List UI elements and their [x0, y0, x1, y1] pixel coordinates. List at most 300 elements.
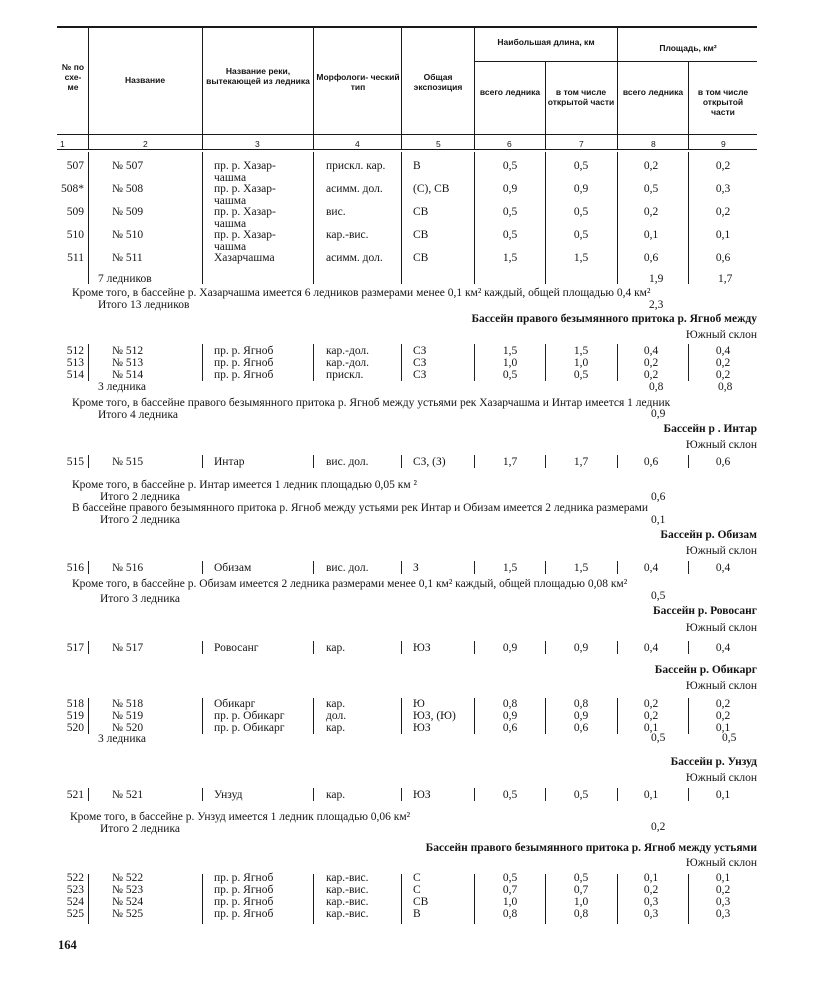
cell-l1: 0,6 — [502, 722, 518, 734]
table-vrule — [545, 874, 546, 924]
cell-river: пр. р. Хазар- чашма — [214, 183, 276, 207]
cell-type: кар.-дол. — [326, 345, 370, 357]
cell-n: 519 — [66, 710, 84, 722]
table-vrule — [688, 698, 689, 734]
section-slope-3: Южный склон — [685, 439, 757, 451]
table-vrule — [688, 874, 689, 924]
cell-exp: СВ — [413, 252, 429, 264]
cell-river: пр. р. Ягноб — [214, 908, 274, 920]
cell-n: 515 — [66, 456, 84, 468]
cell-a2: 0,3 — [715, 183, 731, 195]
cell-name: № 520 — [112, 722, 144, 734]
column-tick — [313, 788, 314, 801]
cell-type: кар.-вис. — [326, 884, 369, 896]
cell-a1: 0,2 — [643, 698, 659, 710]
cell-l2: 1,7 — [573, 456, 589, 468]
cell-n: 514 — [66, 369, 84, 381]
table-vrule — [401, 874, 402, 924]
colnum-5: 5 — [436, 139, 441, 149]
column-tick — [617, 641, 618, 654]
cell-exp: СЗ, (З) — [413, 456, 446, 468]
cell-l1: 0,9 — [502, 710, 518, 722]
cell-a1: 0,3 — [643, 908, 659, 920]
cell-type: дол. — [326, 710, 347, 722]
cell-a2: 0,2 — [715, 206, 731, 218]
cell-l1: 0,5 — [502, 789, 518, 801]
table-vrule — [617, 874, 618, 924]
cell-river: пр. р. Хазар- чашма — [214, 229, 276, 253]
cell-n: 517 — [66, 642, 84, 654]
cell-a2: 0,2 — [715, 369, 731, 381]
cell-a2: 0,1 — [715, 722, 731, 734]
cell-n: 523 — [66, 884, 84, 896]
table-vrule — [202, 152, 203, 284]
b1-note: Кроме того, в бассейне р. Хазарчашма имеется 6 ледников размерами менее 0,1 км² каждый, общей площадью 0,4 км² — [72, 287, 651, 299]
cell-a1: 0,2 — [643, 357, 659, 369]
cell-a2: 0,6 — [715, 456, 731, 468]
cell-l1: 1,0 — [502, 357, 518, 369]
col-header-exposure: Общая экспозиция — [413, 72, 463, 92]
cell-river: пр. р. Ягноб — [214, 357, 274, 369]
table-vrule — [688, 152, 689, 284]
cell-exp: ЮЗ — [413, 789, 431, 801]
col-header-river: Название реки, вытекающей из ледника — [206, 66, 310, 86]
column-tick — [545, 368, 546, 381]
b4-itogo-label: Итого 3 ледника — [100, 593, 180, 605]
cell-a2: 0,4 — [715, 345, 731, 357]
cell-exp: ЮЗ — [413, 722, 431, 734]
cell-a2: 0,1 — [715, 872, 731, 884]
cell-name: № 519 — [112, 710, 144, 722]
cell-l1: 0,9 — [502, 183, 518, 195]
column-tick — [545, 641, 546, 654]
cell-name: № 508 — [112, 183, 144, 195]
column-tick — [202, 788, 203, 801]
b3-itogo2-value: 0,1 — [651, 514, 666, 526]
colnum-2: 2 — [143, 139, 148, 149]
cell-type: кар. — [326, 698, 346, 710]
cell-n: 507 — [66, 160, 84, 172]
cell-n: 518 — [66, 698, 84, 710]
cell-river: Обикарг — [214, 698, 256, 710]
cell-name: № 514 — [112, 369, 144, 381]
cell-exp: С — [413, 872, 421, 884]
column-tick — [401, 368, 402, 381]
cell-l2: 0,5 — [573, 789, 589, 801]
table-vrule — [617, 152, 618, 284]
cell-name: № 523 — [112, 884, 144, 896]
b4-itogo-value: 0,5 — [651, 590, 666, 602]
cell-l2: 0,8 — [573, 908, 589, 920]
section-title-2: Бассейн правого безымянного притока р. Ягноб между — [471, 313, 757, 325]
cell-exp: ЮЗ, (Ю) — [413, 710, 456, 722]
cell-type: прискл. кар. — [326, 160, 386, 172]
page-number: 164 — [58, 938, 77, 952]
b1-itogo-label: Итого 13 ледников — [98, 299, 190, 311]
b1-total-a2: 1,7 — [718, 273, 733, 285]
table-vrule — [474, 698, 475, 734]
b7-itogo-value: 0,2 — [651, 821, 666, 833]
column-tick — [617, 455, 618, 468]
b2-itogo-label: Итого 4 ледника — [98, 409, 178, 421]
cell-a1: 0,1 — [643, 229, 659, 241]
cell-l2: 0,5 — [573, 872, 589, 884]
cell-l2: 1,5 — [573, 345, 589, 357]
column-tick — [313, 561, 314, 574]
cell-river: пр. р. Ягноб — [214, 345, 274, 357]
column-tick — [401, 788, 402, 801]
cell-a1: 0,3 — [643, 896, 659, 908]
cell-exp: В — [413, 160, 421, 172]
cell-type: кар. — [326, 722, 346, 734]
cell-l2: 0,9 — [573, 710, 589, 722]
table-vrule — [313, 152, 314, 284]
cell-exp: СЗ — [413, 357, 427, 369]
col-header-len-total: всего ледника — [479, 87, 541, 97]
b6-total-a1: 0,5 — [651, 732, 666, 744]
cell-l1: 1,7 — [502, 456, 518, 468]
cell-a1: 0,2 — [643, 369, 659, 381]
cell-l1: 0,5 — [502, 229, 518, 241]
column-tick — [545, 561, 546, 574]
section-title-6: Бассейн р. Обикарг — [654, 664, 757, 676]
section-slope-8: Южный склон — [685, 857, 757, 869]
cell-a1: 0,4 — [643, 562, 659, 574]
section-slope-7: Южный склон — [685, 772, 757, 784]
table-vrule — [474, 874, 475, 924]
cell-l1: 1,5 — [502, 562, 518, 574]
table-vrule — [401, 698, 402, 734]
cell-l2: 0,8 — [573, 698, 589, 710]
cell-a2: 0,2 — [715, 884, 731, 896]
cell-type: асимм. дол. — [326, 252, 383, 264]
b3-itogo-value: 0,6 — [651, 491, 666, 503]
col-header-area-group: Площадь, км² — [659, 43, 717, 53]
cell-n: 524 — [66, 896, 84, 908]
column-tick — [474, 561, 475, 574]
cell-n: 516 — [66, 562, 84, 574]
column-tick — [474, 641, 475, 654]
column-tick — [545, 788, 546, 801]
cell-a1: 0,5 — [643, 183, 659, 195]
cell-name: № 515 — [112, 456, 144, 468]
cell-type: прискл. — [326, 369, 364, 381]
cell-l1: 1,5 — [502, 252, 518, 264]
cell-l1: 0,5 — [502, 369, 518, 381]
column-tick — [88, 455, 89, 468]
cell-type: вис. дол. — [326, 562, 369, 574]
cell-n: 510 — [66, 229, 84, 241]
col-header-area-open: в том числе открытой части — [697, 87, 749, 117]
table-vrule — [88, 152, 89, 284]
top-rule — [57, 26, 757, 28]
cell-river: пр. р. Хазар- чашма — [214, 160, 276, 184]
section-title-3: Бассейн р . Интар — [663, 423, 757, 435]
cell-river: Интар — [214, 456, 245, 468]
column-tick — [313, 455, 314, 468]
cell-a1: 0,6 — [643, 456, 659, 468]
cell-a1: 0,1 — [643, 872, 659, 884]
cell-l2: 1,5 — [573, 562, 589, 574]
section-slope-4: Южный склон — [685, 545, 757, 557]
cell-river: пр. р. Ягноб — [214, 896, 274, 908]
cell-exp: В — [413, 908, 421, 920]
column-tick — [202, 641, 203, 654]
b6-total-label: 3 ледника — [98, 733, 146, 745]
cell-type: кар.-вис. — [326, 908, 369, 920]
cell-n: 512 — [66, 345, 84, 357]
column-tick — [401, 455, 402, 468]
column-tick — [688, 368, 689, 381]
header-divider — [545, 62, 546, 149]
cell-type: кар. — [326, 789, 346, 801]
cell-exp: Ю — [413, 698, 425, 710]
table-vrule — [474, 152, 475, 284]
colnum-7: 7 — [579, 139, 584, 149]
cell-name: № 524 — [112, 896, 144, 908]
cell-l2: 1,0 — [573, 357, 589, 369]
cell-a1: 0,2 — [643, 710, 659, 722]
colnum-1: 1 — [60, 139, 65, 149]
b2-note: Кроме того, в бассейне правого безымянного притока р. Ягноб между устьями рек Хазарчашма и Интар имеется 1 ледник — [72, 397, 671, 409]
section-slope-5: Южный склон — [685, 622, 757, 634]
cell-river: Обизам — [214, 562, 252, 574]
cell-a1: 0,4 — [643, 642, 659, 654]
cell-exp: (С), СВ — [413, 183, 450, 195]
column-tick — [202, 561, 203, 574]
cell-l1: 0,5 — [502, 206, 518, 218]
cell-exp: ЮЗ — [413, 642, 431, 654]
b7-itogo-label: Итого 2 ледника — [100, 823, 180, 835]
cell-name: № 507 — [112, 160, 144, 172]
cell-l1: 1,0 — [502, 896, 518, 908]
cell-n: 520 — [66, 722, 84, 734]
section-title-5: Бассейн р. Ровосанг — [652, 605, 757, 617]
b3-itogo-label: Итого 2 ледника — [100, 491, 180, 503]
cell-exp: СВ — [413, 896, 429, 908]
cell-a2: 0,6 — [715, 252, 731, 264]
column-tick — [688, 641, 689, 654]
cell-river: пр. р. Ягноб — [214, 369, 274, 381]
b6-total-a2: 0,5 — [722, 732, 737, 744]
cell-name: № 509 — [112, 206, 144, 218]
group-rule — [474, 61, 757, 62]
column-tick — [545, 455, 546, 468]
cell-name: № 517 — [112, 642, 144, 654]
cell-l2: 0,6 — [573, 722, 589, 734]
cell-type: вис. дол. — [326, 456, 369, 468]
colnum-8: 8 — [651, 139, 656, 149]
colnum-3: 3 — [255, 139, 260, 149]
column-tick — [401, 641, 402, 654]
cell-n: 511 — [67, 252, 84, 264]
colnum-9: 9 — [721, 139, 726, 149]
cell-a2: 0,2 — [715, 357, 731, 369]
column-tick — [617, 561, 618, 574]
b2-total-label: 3 ледника — [98, 381, 146, 393]
cell-name: № 518 — [112, 698, 144, 710]
cell-l1: 0,9 — [502, 642, 518, 654]
col-header-number: № по схе- ме — [61, 62, 85, 92]
col-header-morph: Морфологи- ческий тип — [316, 72, 400, 92]
b1-total-label: 7 ледников — [98, 273, 152, 285]
cell-a1: 0,2 — [643, 206, 659, 218]
column-tick — [688, 788, 689, 801]
cell-exp: СЗ — [413, 369, 427, 381]
cell-exp: СЗ — [413, 345, 427, 357]
cell-name: № 513 — [112, 357, 144, 369]
cell-a2: 0,3 — [715, 896, 731, 908]
colnum-rule — [57, 149, 757, 150]
column-tick — [688, 561, 689, 574]
b2-itogo-value: 0,9 — [651, 408, 666, 420]
column-tick — [88, 641, 89, 654]
cell-exp: З — [413, 562, 419, 574]
cell-type: вис. — [326, 206, 346, 218]
column-tick — [202, 455, 203, 468]
header-divider — [88, 27, 89, 149]
column-tick — [88, 561, 89, 574]
cell-type: асимм. дол. — [326, 183, 383, 195]
section-title-4: Бассейн р. Обизам — [660, 529, 757, 541]
table-vrule — [401, 152, 402, 284]
cell-n: 522 — [66, 872, 84, 884]
cell-a1: 0,2 — [643, 160, 659, 172]
cell-river: пр. р. Ягноб — [214, 872, 274, 884]
b3-itogo2-label: Итого 2 ледника — [100, 514, 180, 526]
cell-a2: 0,1 — [715, 789, 731, 801]
cell-l1: 1,5 — [502, 345, 518, 357]
colnum-6: 6 — [507, 139, 512, 149]
cell-l1: 0,8 — [502, 908, 518, 920]
section-title-7: Бассейн р. Унзуд — [670, 756, 757, 768]
col-header-area-total: всего ледника — [622, 87, 684, 97]
cell-a2: 0,2 — [715, 160, 731, 172]
colnum-4: 4 — [355, 139, 360, 149]
cell-a2: 0,2 — [715, 710, 731, 722]
cell-l2: 0,5 — [573, 206, 589, 218]
column-tick — [617, 368, 618, 381]
cell-a2: 0,1 — [715, 229, 731, 241]
cell-n: 508* — [61, 183, 84, 195]
cell-river: Унзуд — [214, 789, 243, 801]
section-title-8: Бассейн правого безымянного притока р. Ягноб между устьями — [425, 842, 757, 854]
table-vrule — [202, 698, 203, 734]
cell-river: пр. р. Ягноб — [214, 884, 274, 896]
column-tick — [202, 368, 203, 381]
cell-n: 513 — [66, 357, 84, 369]
cell-n: 525 — [66, 908, 84, 920]
cell-a2: 0,4 — [715, 642, 731, 654]
table-vrule — [202, 874, 203, 924]
cell-name: № 511 — [112, 252, 143, 264]
column-tick — [474, 368, 475, 381]
cell-a2: 0,2 — [715, 698, 731, 710]
column-tick — [474, 788, 475, 801]
cell-a1: 0,6 — [643, 252, 659, 264]
b3-note2: В бассейне правого безымянного притока р. Ягноб между устьями рек Интар и Обизам имеется 2 ледника размерами — [72, 502, 649, 514]
column-tick — [313, 368, 314, 381]
column-tick — [88, 788, 89, 801]
b1-itogo-value: 2,3 — [649, 299, 664, 311]
table-vrule — [617, 698, 618, 734]
cell-type: кар.-вис. — [326, 229, 369, 241]
header-divider — [202, 27, 203, 149]
cell-river: пр. р. Обикарг — [214, 722, 285, 734]
cell-l1: 0,7 — [502, 884, 518, 896]
b1-total-a1: 1,9 — [649, 273, 664, 285]
header-divider — [313, 27, 314, 149]
cell-type: кар. — [326, 642, 346, 654]
cell-name: № 521 — [112, 789, 144, 801]
cell-l2: 0,9 — [573, 642, 589, 654]
cell-l1: 0,5 — [502, 160, 518, 172]
cell-a1: 0,2 — [643, 884, 659, 896]
b2-total-a2: 0,8 — [718, 381, 733, 393]
column-tick — [688, 455, 689, 468]
b4-note: Кроме того, в бассейне р. Обизам имеется 2 ледника размерами менее 0,1 км² каждый, общей площадью 0,08 км² — [72, 578, 628, 590]
header-divider — [617, 27, 618, 149]
header-divider — [474, 27, 475, 149]
cell-name: № 522 — [112, 872, 144, 884]
col-header-len-open: в том числе открытой части — [547, 87, 615, 107]
cell-river: пр. р. Хазар- чашма — [214, 206, 276, 230]
cell-river: Хазарчашма — [214, 252, 275, 264]
column-tick — [617, 788, 618, 801]
cell-a2: 0,4 — [715, 562, 731, 574]
header-rule — [57, 134, 757, 135]
column-tick — [474, 455, 475, 468]
cell-l2: 0,9 — [573, 183, 589, 195]
b7-note: Кроме того, в бассейне р. Унзуд имеется 1 ледник площадью 0,06 км² — [70, 811, 411, 823]
cell-name: № 512 — [112, 345, 144, 357]
col-header-name: Название — [124, 75, 166, 85]
cell-a1: 0,4 — [643, 345, 659, 357]
cell-a1: 0,1 — [643, 722, 659, 734]
cell-river: Ровосанг — [214, 642, 259, 654]
cell-a1: 0,1 — [643, 789, 659, 801]
cell-l1: 0,5 — [502, 872, 518, 884]
cell-name: № 516 — [112, 562, 144, 574]
cell-n: 521 — [66, 789, 84, 801]
cell-river: пр. р. Обикарг — [214, 710, 285, 722]
header-divider — [401, 27, 402, 149]
cell-type: кар.-вис. — [326, 896, 369, 908]
cell-l2: 0,5 — [573, 369, 589, 381]
cell-name: № 525 — [112, 908, 144, 920]
b2-total-a1: 0,8 — [649, 381, 664, 393]
cell-l2: 0,7 — [573, 884, 589, 896]
cell-l2: 1,0 — [573, 896, 589, 908]
b3-note: Кроме того, в бассейне р. Интар имеется 1 ледник площадью 0,05 км ² — [72, 479, 417, 491]
cell-exp: С — [413, 884, 421, 896]
cell-l2: 0,5 — [573, 160, 589, 172]
cell-a2: 0,3 — [715, 908, 731, 920]
cell-type: кар.-дол. — [326, 357, 370, 369]
cell-n: 509 — [66, 206, 84, 218]
column-tick — [88, 368, 89, 381]
cell-type: кар.-вис. — [326, 872, 369, 884]
table-vrule — [88, 874, 89, 924]
table-vrule — [88, 698, 89, 734]
header-divider — [688, 62, 689, 149]
cell-exp: СВ — [413, 229, 429, 241]
cell-l1: 0,8 — [502, 698, 518, 710]
col-header-length-group: Наибольшая длина, км — [497, 37, 595, 47]
cell-l2: 1,5 — [573, 252, 589, 264]
cell-name: № 510 — [112, 229, 144, 241]
table-vrule — [545, 152, 546, 284]
